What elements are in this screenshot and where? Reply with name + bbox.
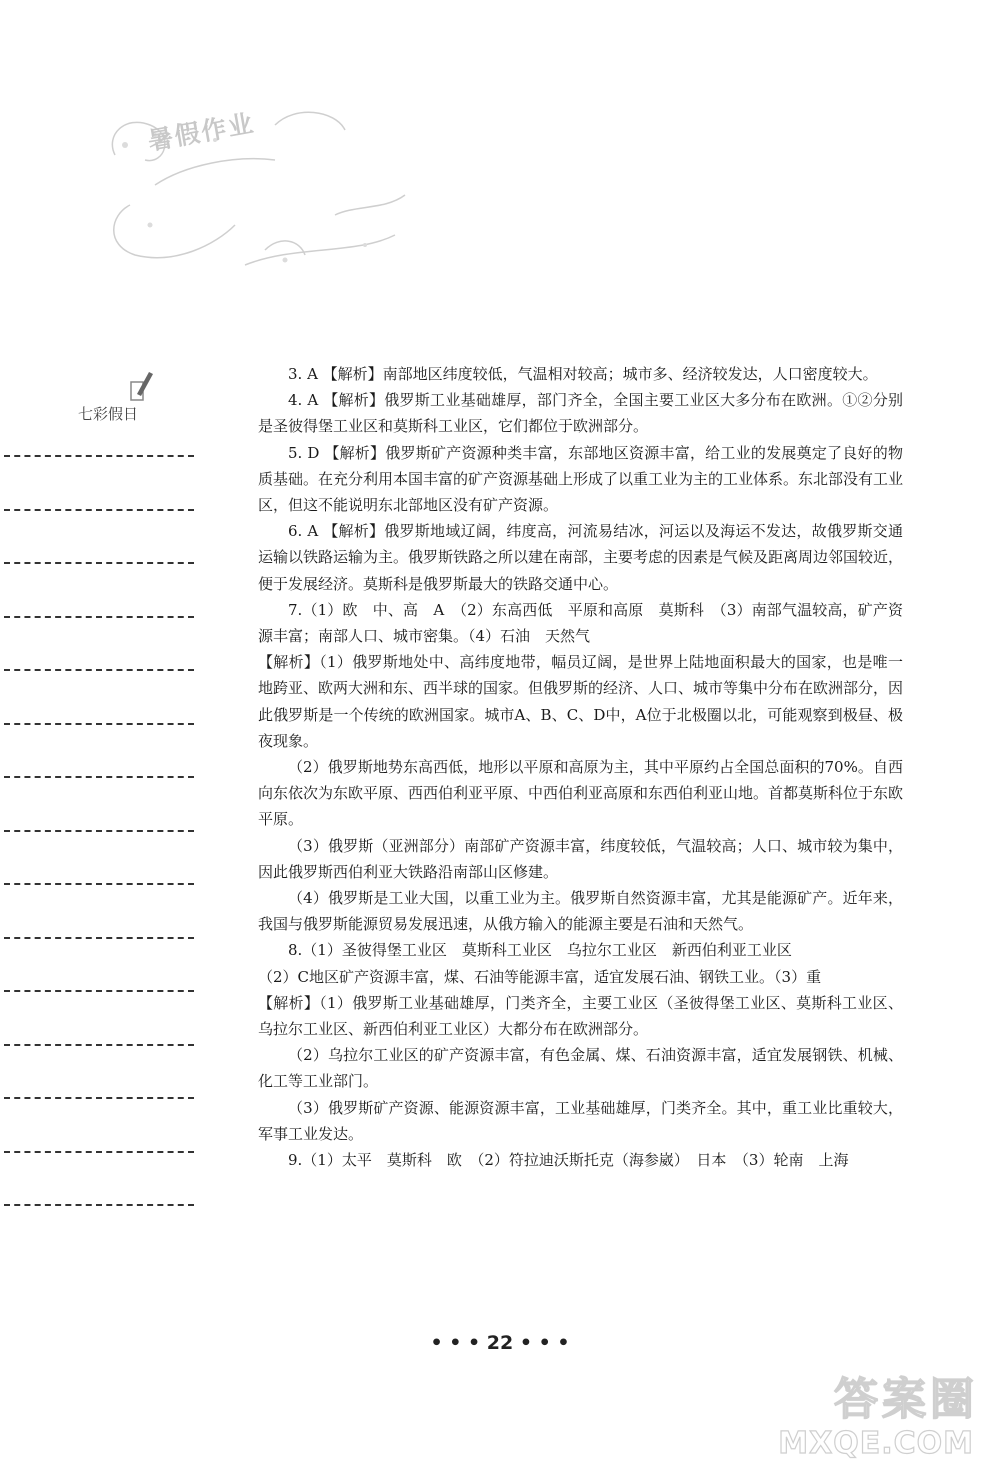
paragraph: 6. A 【解析】俄罗斯地域辽阔，纬度高，河流易结冰，河运以及海运不发达，故俄罗斯交通运输以铁路运输为主。俄罗斯铁路之所以建在南部，主要考虑的因素是气候及距离周边邻国较近，便于发展经济。莫斯科是俄罗斯最大的铁路交通中心。 — [258, 522, 904, 593]
paragraph: 3. A 【解析】南部地区纬度较低，气温相对较高；城市多、经济较发达，人口密度较大。 — [288, 365, 878, 383]
paragraph: 7.（1）欧 中、高 A （2）东高西低 平原和高原 莫斯科 （3）南部气温较高，矿产资源丰富；南部人口、城市密集。（4）石油 天然气 — [258, 600, 903, 646]
note-line — [4, 616, 194, 618]
note-line — [4, 883, 194, 885]
note-lines — [4, 455, 194, 1258]
note-line — [4, 509, 194, 511]
note-line — [4, 830, 194, 832]
sidebar-label: 七彩假日 — [78, 405, 139, 423]
paragraph: 4. A 【解析】俄罗斯工业基础雄厚，部门齐全，全国主要工业区大多分布在欧洲。①②分别是圣彼得堡工业区和莫斯科工业区，它们都位于欧洲部分。 — [258, 391, 903, 436]
watermark — [736, 1373, 986, 1465]
note-line — [4, 776, 194, 778]
note-line — [4, 669, 194, 671]
paragraph: （2）C地区矿产资源丰富，煤、石油等能源丰富，适宜发展石油、钢铁工业。（3）重 — [258, 967, 822, 986]
note-line — [4, 1097, 194, 1099]
paragraph: 5. D 【解析】俄罗斯矿产资源种类丰富，东部地区资源丰富，给工业的发展奠定了良好的物质基础。在充分利用本国丰富的矿产资源基础上形成了以重工业为主的工业体系。东北部没有工业区，但这不能说明东北部地区没有矿产资源。 — [258, 443, 904, 515]
paragraph: （3）俄罗斯（亚洲部分）南部矿产资源丰富，纬度较低，气温较高；人口、城市较为集中，因此俄罗斯西伯利亚大铁路沿南部山区修建。 — [258, 836, 903, 881]
header-title: 暑假作业 — [145, 108, 258, 156]
paragraph: （4）俄罗斯是工业大国，以重工业为主。俄罗斯自然资源丰富，尤其是能源矿产。近年来，我国与俄罗斯能源贸易发展迅速，从俄方输入的能源主要是石油和天然气。 — [258, 889, 903, 934]
note-line — [4, 937, 194, 939]
note-line — [4, 562, 194, 564]
paragraph: 8.（1）圣彼得堡工业区 莫斯科工业区 乌拉尔工业区 新西伯利亚工业区 — [288, 941, 792, 960]
note-line — [4, 1204, 194, 1206]
note-line — [4, 723, 194, 725]
watermark-logo: 答案圈 — [834, 1374, 978, 1425]
note-line — [4, 990, 194, 992]
paragraph: （2）俄罗斯地势东高西低，地形以平原和高原为主，其中平原约占全国总面积的70%。自西向东依次为东欧平原、西西伯利亚平原、中西伯利亚高原和东西伯利亚山地。首都莫斯科位于东欧平原。 — [258, 758, 904, 829]
note-line — [4, 1151, 194, 1153]
answer-content — [258, 361, 903, 1173]
paragraph: （2）乌拉尔工业区的矿产资源丰富，有色金属、煤、石油资源丰富，适宜发展钢铁、机械、化工等工业部门。 — [258, 1046, 903, 1091]
note-line — [4, 455, 194, 457]
paragraph: 【解析】（1）俄罗斯地处中、高纬度地带，幅员辽阔，是世界上陆地面积最大的国家，也是唯一地跨亚、欧两大洲和东、西半球的国家。但俄罗斯的经济、人口、城市等集中分布在欧洲部分，因此俄罗斯是一个传统的欧洲国家。城市A、B、C、D中，A位于北极圈以北，可能观察到极昼、极夜现象。 — [258, 653, 904, 750]
paragraph: 9.（1）太平 莫斯科 欧 （2）符拉迪沃斯托克（海参崴） 日本 （3）轮南 上海 — [288, 1151, 849, 1170]
paragraph: 【解析】（1）俄罗斯工业基础雄厚，门类齐全，主要工业区（圣彼得堡工业区、莫斯科工业区、乌拉尔工业区、新西伯利亚工业区）大都分布在欧洲部分。 — [258, 993, 903, 1039]
note-line — [4, 1044, 194, 1046]
pencil-note-icon — [127, 368, 157, 404]
paragraph: （3）俄罗斯矿产资源、能源资源丰富，工业基础雄厚，门类齐全。其中，重工业比重较大，军事工业发达。 — [258, 1098, 903, 1143]
page-number: • • • 22 • • • — [430, 1332, 570, 1354]
watermark-url: MXQE.COM — [778, 1426, 974, 1461]
